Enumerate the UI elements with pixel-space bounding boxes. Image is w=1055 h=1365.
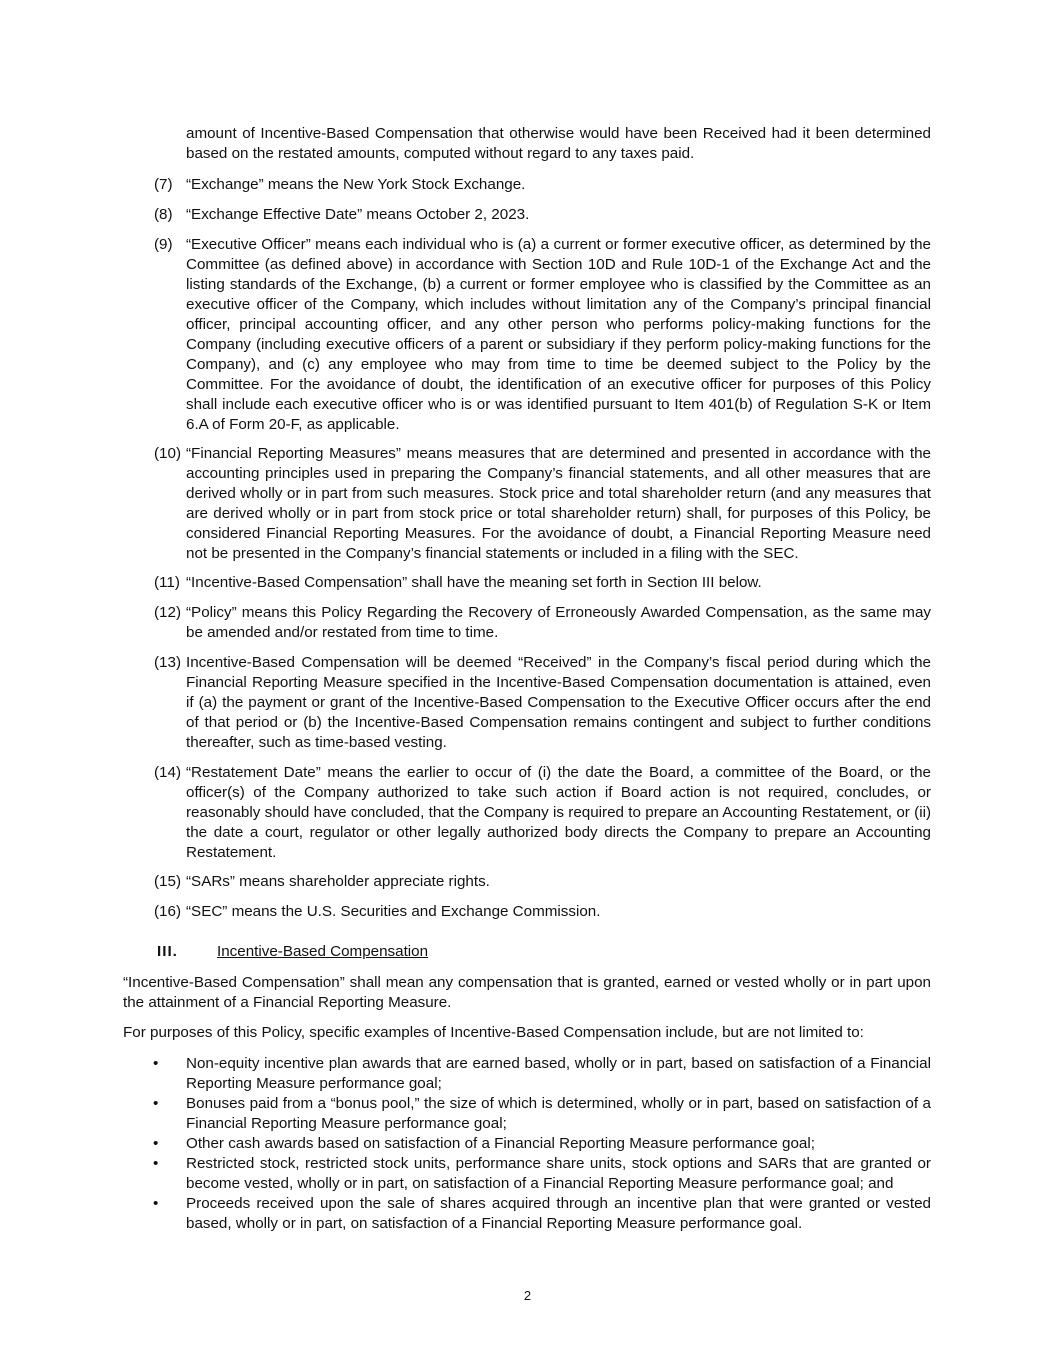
item-text: “Policy” means this Policy Regarding the Recovery of Erroneously Awarded Compensation, as the same may be amended and/or restated from time to time. [186, 604, 931, 641]
section-heading [157, 942, 428, 962]
bullet-icon: • [153, 1195, 159, 1212]
item-text: “Restatement Date” means the earlier to occur of (i) the date the Board, a committee of the Board, or the officer(s) of the Company authorized to take such action if Board action is not required, concludes, or reasonably should have concluded, that the Company is required to prepare an Accounting Restatement, or (ii) the date a court, regulator or other legally authorized body directs the Company to prepare an Accounting Restatement. [186, 764, 931, 861]
item-text: “SEC” means the U.S. Securities and Exchange Commission. [186, 903, 601, 920]
bullet-icon: • [153, 1095, 159, 1112]
list-item-text: Restricted stock, restricted stock units, performance share units, stock options and SARs that are granted or become vested, wholly or in part, on satisfaction of a Financial Reporting Measure performance goal; and [186, 1155, 931, 1192]
bullet-icon: • [153, 1135, 159, 1152]
examples-list [123, 1054, 931, 1234]
item-text: “Incentive-Based Compensation” shall have the meaning set forth in Section III below. [186, 574, 762, 591]
list-item [123, 1154, 931, 1194]
definition-item [154, 573, 931, 593]
item-text: “SARs” means shareholder appreciate rights. [186, 873, 490, 890]
item-text: “Exchange Effective Date” means October 2, 2023. [186, 206, 530, 223]
list-item [123, 1194, 931, 1234]
definition-item [154, 872, 931, 892]
item-number: (10) [154, 445, 182, 462]
item-number: (9) [154, 236, 173, 253]
item-number: (11) [154, 574, 180, 591]
item-number: (13) [154, 654, 182, 671]
definition-item [154, 763, 931, 863]
definition-item [154, 205, 931, 225]
item-number: (16) [154, 903, 182, 920]
list-item [123, 1054, 931, 1094]
list-item-text: Non-equity incentive plan awards that are earned based, wholly or in part, based on satisfaction of a Financial Reporting Measure performance goal; [186, 1055, 931, 1092]
section-paragraph: For purposes of this Policy, specific examples of Incentive-Based Compensation include, but are not limited to: [123, 1024, 864, 1041]
definition-item [154, 175, 931, 195]
item-number: (15) [154, 873, 182, 890]
definition-item [154, 235, 931, 435]
page-number: 2 [523, 1288, 532, 1303]
definition-item [154, 902, 931, 922]
item-number: (7) [154, 176, 173, 193]
item-number: (8) [154, 206, 173, 223]
definition-item [154, 444, 931, 564]
definition-item [154, 603, 931, 643]
item-number: (12) [154, 604, 182, 621]
item-text: “Financial Reporting Measures” means measures that are determined and presented in accordance with the accounting principles used in preparing the Company’s financial statements, and all other measures that are derived wholly or in part from such measures. Stock price and total shareholder return (and any measures that are derived wholly or in part from stock price or total shareholder return) shall, for purposes of this Policy, be considered Financial Reporting Measures. For the avoidance of doubt, a Financial Reporting Measure need not be presented in the Company’s financial statements or included in a filing with the SEC. [186, 445, 931, 562]
list-item [123, 1134, 931, 1154]
list-item-text: Other cash awards based on satisfaction of a Financial Reporting Measure performance goal; [186, 1135, 815, 1152]
section-number: III. [157, 943, 178, 960]
item-text: Incentive-Based Compensation will be deemed “Received” in the Company’s fiscal period during which the Financial Reporting Measure specified in the Incentive-Based Compensation documentation is attained, even if (a) the payment or grant of the Incentive-Based Compensation to the Executive Officer occurs after the end of that period or (b) the Incentive-Based Compensation remains contingent and subject to further conditions thereafter, such as time-based vesting. [186, 654, 931, 751]
list-item-text: Bonuses paid from a “bonus pool,” the size of which is determined, wholly or in part, based on satisfaction of a Financial Reporting Measure performance goal; [186, 1095, 931, 1132]
item-text: “Executive Officer” means each individual who is (a) a current or former executive officer, as determined by the Committee (as defined above) in accordance with Section 10D and Rule 10D-1 of the Exchange Act and the listing standards of the Exchange, (b) a current or former employee who is classified by the Committee as an executive officer of the Company, which includes without limitation any of the Company’s principal financial officer, principal accounting officer, and any other person who performs policy-making functions for the Company (including executive officers of a parent or subsidiary if they perform policy-making functions for the Company), and (c) any employee who may from time to time be deemed subject to the Policy by the Committee. For the avoidance of doubt, the identification of an executive officer for purposes of this Policy shall include each executive officer who is or was identified pursuant to Item 401(b) of Regulation S-K or Item 6.A of Form 20-F, as applicable. [186, 236, 931, 433]
list-item [123, 1094, 931, 1134]
section-paragraph: “Incentive-Based Compensation” shall mean any compensation that is granted, earned or vested wholly or in part upon the attainment of a Financial Reporting Measure. [123, 974, 931, 1011]
section-title: Incentive-Based Compensation [217, 943, 429, 960]
continuation-paragraph: amount of Incentive-Based Compensation that otherwise would have been Received had it been determined based on the restated amounts, computed without regard to any taxes paid. [186, 125, 931, 162]
list-item-text: Proceeds received upon the sale of shares acquired through an incentive plan that were granted or vested based, wholly or in part, on satisfaction of a Financial Reporting Measure performance goal. [186, 1195, 931, 1232]
item-number: (14) [154, 764, 182, 781]
bullet-icon: • [153, 1055, 159, 1072]
definition-item [154, 653, 931, 753]
bullet-icon: • [153, 1155, 159, 1172]
item-text: “Exchange” means the New York Stock Exchange. [186, 176, 526, 193]
